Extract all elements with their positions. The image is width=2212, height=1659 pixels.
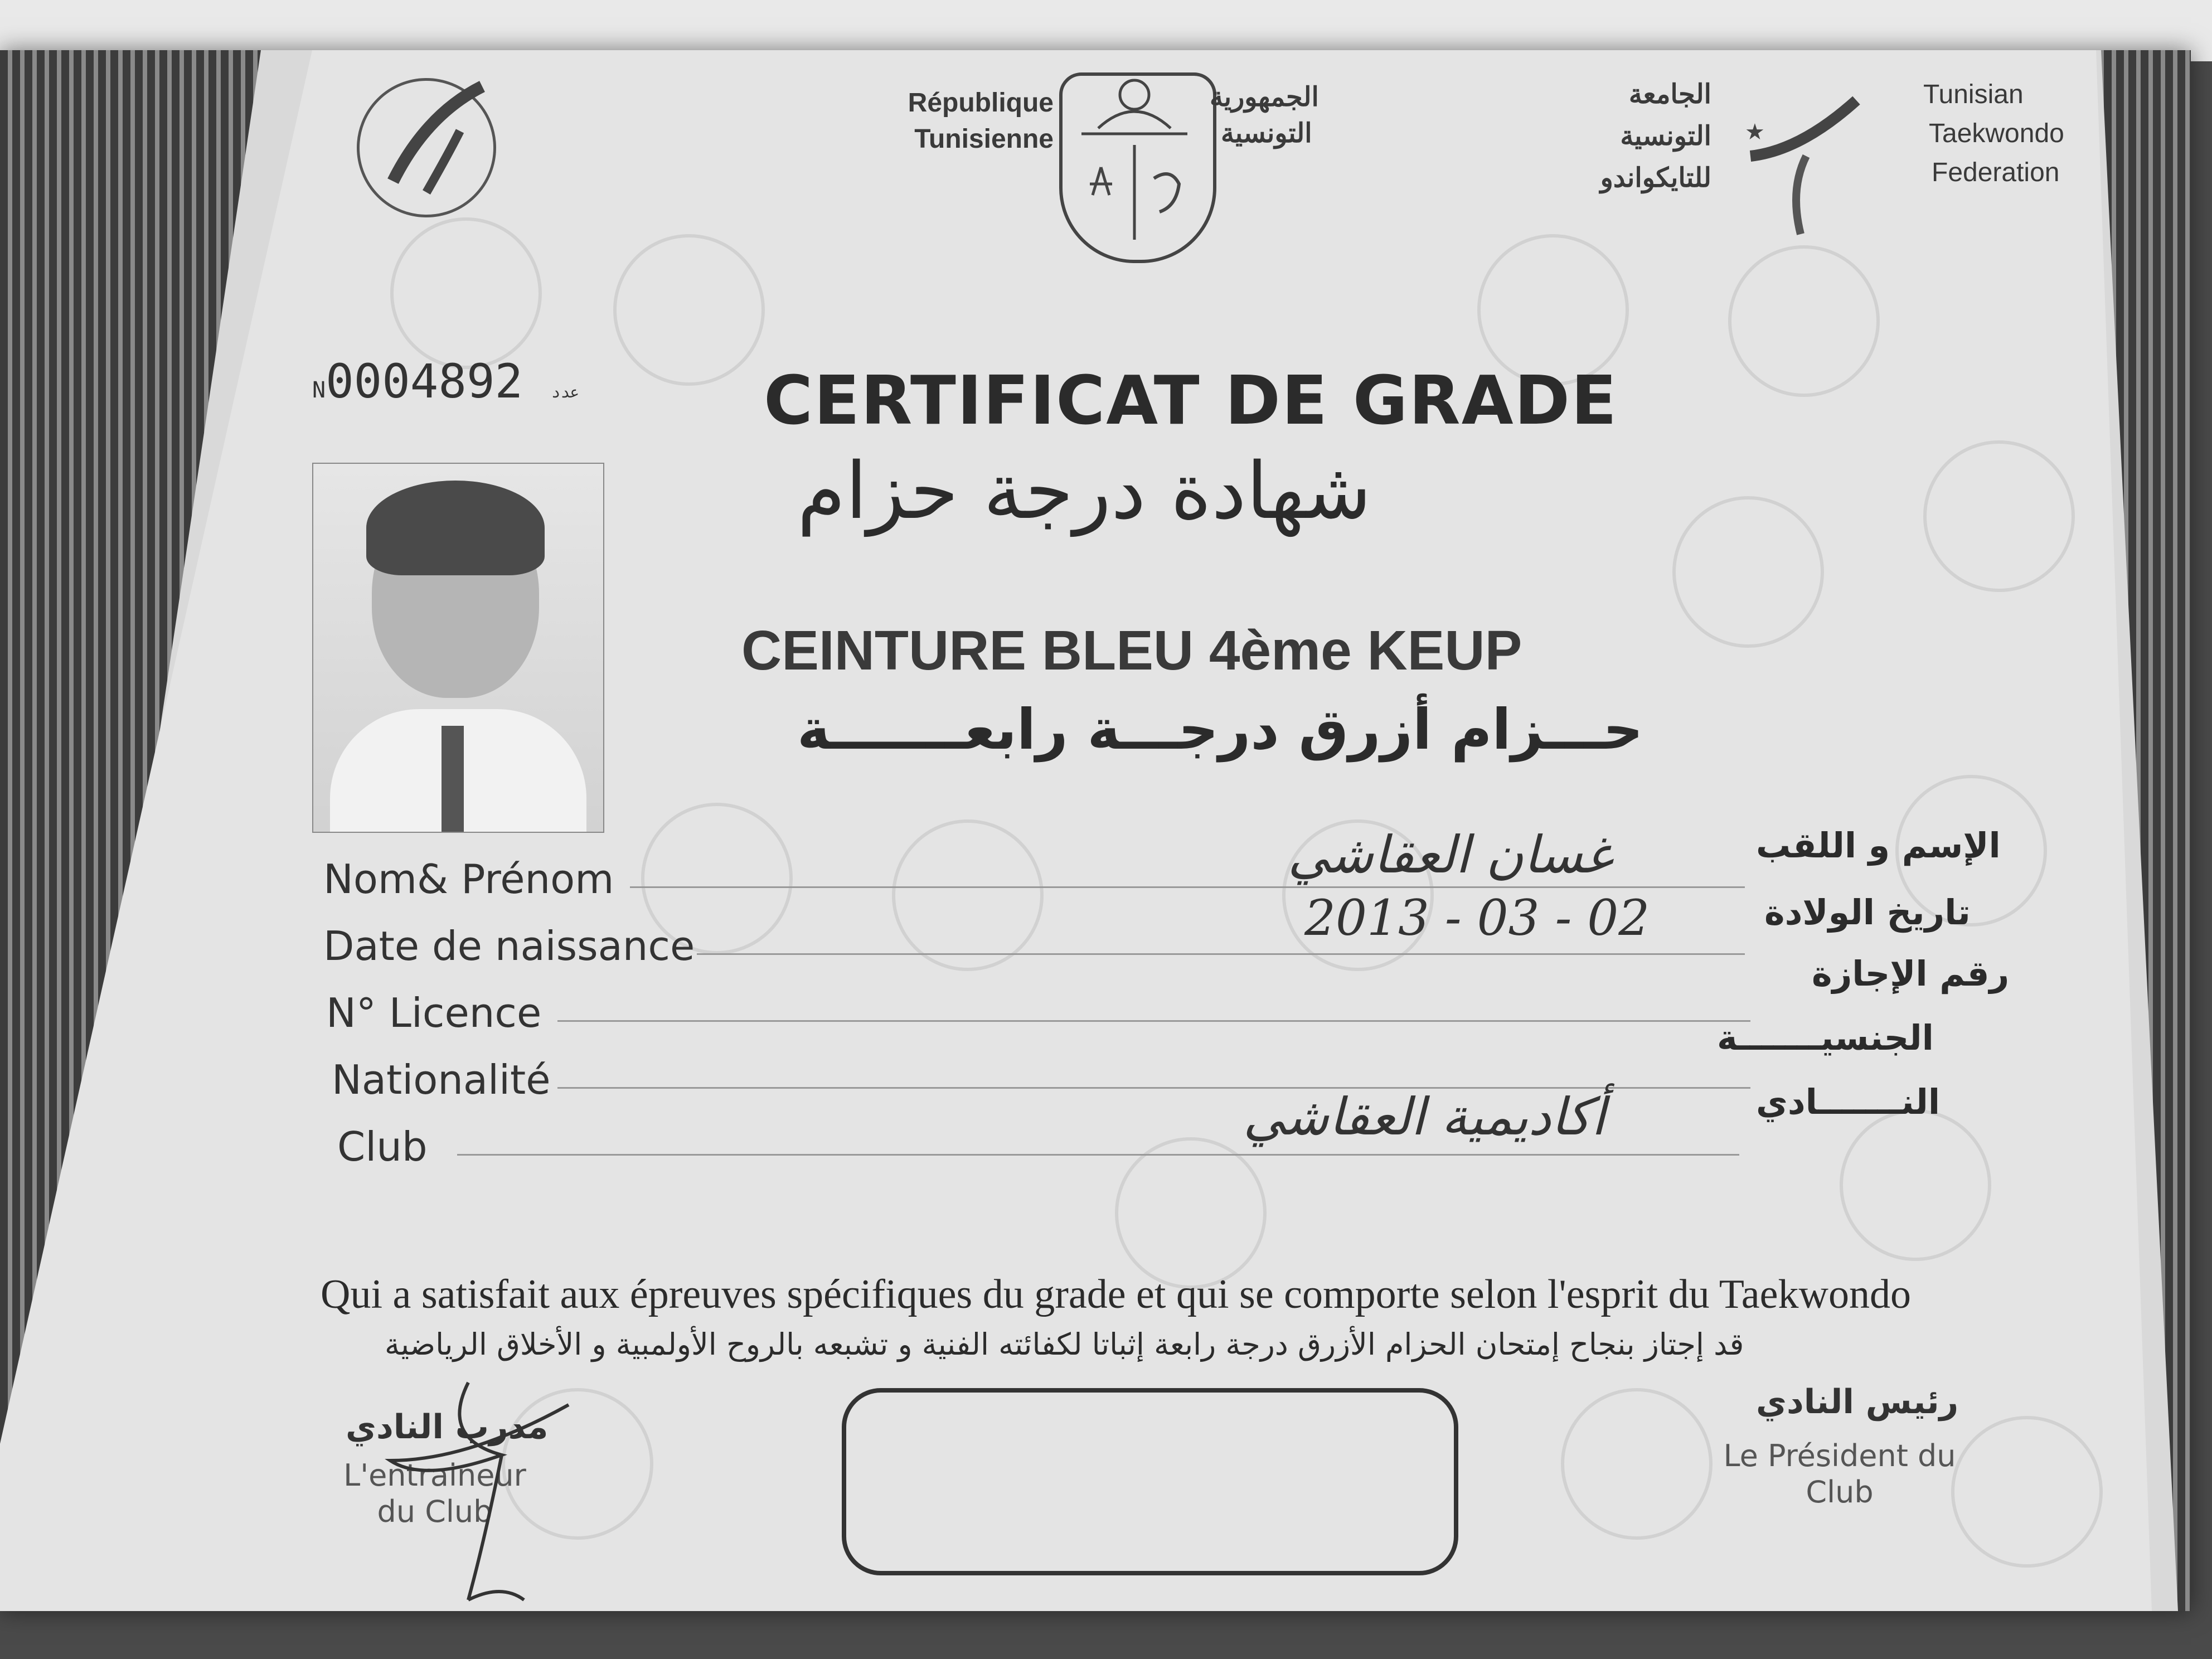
coach-label-ar: مدرب النادي <box>346 1408 549 1447</box>
coach-signature <box>357 1371 591 1605</box>
certificate-title-fr: CERTIFICAT DE GRADE <box>764 362 1618 440</box>
president-label-fr-line2: Club <box>1806 1474 1874 1510</box>
field-club-value: أكاديمية العقاشي <box>1243 1087 1605 1147</box>
field-birthdate-label-fr: Date de naissance <box>323 923 695 969</box>
federation-en-line1: Tunisian <box>1923 80 2024 109</box>
watermark-emblem <box>613 234 765 386</box>
watermark-emblem <box>1923 440 2075 592</box>
president-label-ar: رئيس النادي <box>1756 1382 1959 1422</box>
field-nationality-label-ar: الجنسيـــــــة <box>1717 1017 1934 1058</box>
certificate-title-ar: شهادة درجة حزام <box>797 446 1372 537</box>
watermark-emblem <box>892 819 1044 971</box>
grade-title-ar: حـــزام أزرق درجـــة رابعـــــــة <box>797 697 1643 762</box>
field-licence-label-fr: N° Licence <box>326 989 542 1036</box>
photo-collar <box>442 726 464 832</box>
field-birthdate-label-ar: تاريخ الولادة <box>1764 892 1971 933</box>
watermark-emblem <box>1115 1137 1267 1289</box>
photo-hair <box>366 481 545 575</box>
coach-label-fr-line1: L'entraineur <box>343 1458 526 1493</box>
field-birthdate-value: 2013 - 03 - 02 <box>1304 889 1650 947</box>
field-licence-label-ar: رقم الإجازة <box>1812 953 2010 994</box>
republic-ar-line2: التونسية <box>1221 119 1312 148</box>
field-nationality-label-fr: Nationalité <box>332 1056 551 1103</box>
certificate-number-ar-label: عدد <box>551 383 580 401</box>
certificate-number-prefix: N <box>312 377 326 403</box>
republic-fr-line1: République <box>908 88 1054 118</box>
president-label-fr-line1: Le Président du <box>1723 1438 1956 1473</box>
federation-en-line3: Federation <box>1932 158 2060 187</box>
certificate-number-value: 0004892 <box>326 354 523 409</box>
republic-ar-line1: الجمهورية <box>1210 83 1319 112</box>
world-taekwondo-logo-icon <box>357 78 496 217</box>
stamp-area <box>842 1388 1458 1575</box>
watermark-emblem <box>1561 1388 1713 1540</box>
certificate-number <box>312 354 579 409</box>
field-name-rule <box>630 886 1745 888</box>
field-club-rule <box>457 1154 1739 1156</box>
republic-fr-line2: Tunisienne <box>914 124 1054 154</box>
svg-text:★: ★ <box>1745 119 1765 145</box>
field-birthdate-rule <box>697 953 1745 955</box>
field-name-label-ar: الإسم و اللقب <box>1756 825 2001 866</box>
tunisia-coat-of-arms-icon <box>1059 72 1216 263</box>
field-club-label-fr: Club <box>337 1123 428 1170</box>
watermark-emblem <box>1840 1109 1991 1261</box>
field-licence-rule <box>557 1020 1750 1022</box>
federation-ar-line3: للتايكواندو <box>1600 163 1711 193</box>
coach-label-fr-line2: du Club <box>377 1494 493 1529</box>
federation-ar-line2: التونسية <box>1620 122 1711 151</box>
statement-ar: قد إجتاز بنجاح إمتحان الحزام الأزرق درجة رابعة إثباتا لكفائته الفنية و تشبعه بالروح الأولمبية و الأخلاق الرياضية <box>385 1327 1744 1362</box>
field-name-label-fr: Nom& Prénom <box>323 856 614 903</box>
federation-en-line2: Taekwondo <box>1929 119 2064 148</box>
field-name-value: غسان العقاشي <box>1288 825 1612 885</box>
statement-fr: Qui a satisfait aux épreuves spécifiques du grade et qui se comporte selon l'esprit du Taekwondo <box>321 1272 1911 1317</box>
grade-title-fr: CEINTURE BLEU 4ème KEUP <box>741 619 1522 682</box>
watermark-emblem <box>1672 496 1824 648</box>
certificate-sheet <box>0 50 2191 1611</box>
tunisian-taekwondo-federation-logo-icon <box>1739 95 1862 240</box>
holder-photo <box>312 463 604 833</box>
field-club-label-ar: النـــــــادي <box>1756 1081 1941 1122</box>
watermark-emblem <box>390 217 542 369</box>
federation-ar-line1: الجامعة <box>1628 80 1711 109</box>
watermark-emblem <box>1728 245 1880 397</box>
